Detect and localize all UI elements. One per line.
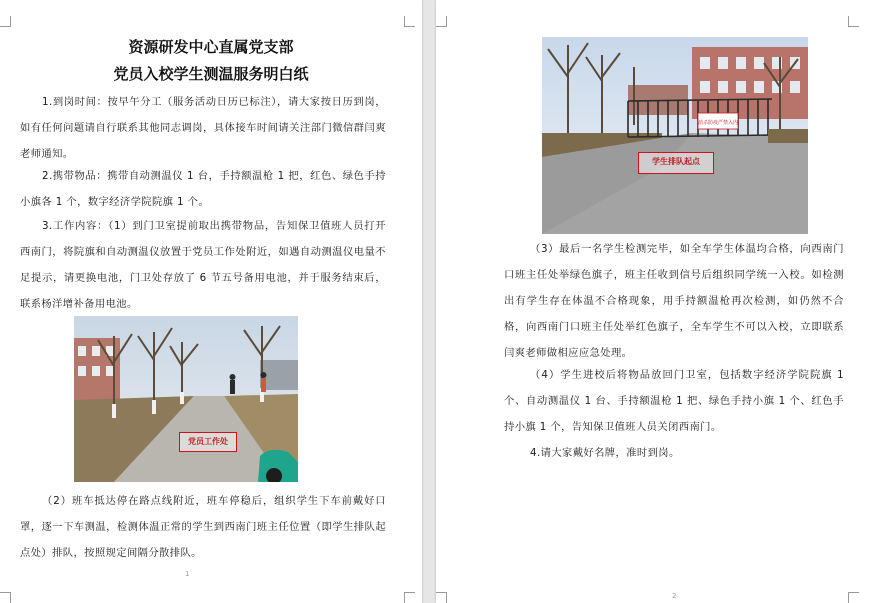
- paragraph-return-items: （4）学生进校后将物品放回门卫室，包括数字经济学院院旗 1 个、自动测温仪 1 台、手持额温枪 1 把、绿色手持小旗 1 个、红色手持小旗 1 个，告知保卫值班人员关闭西南门。: [504, 369, 844, 433]
- page-corner-mark: [0, 592, 11, 603]
- photo-student-queue-start: [542, 37, 808, 234]
- photo-campus-sidewalk: [74, 316, 298, 482]
- document-page-1: [0, 0, 422, 603]
- gate-sign-text: 消杀防疫严禁入内: [697, 120, 739, 126]
- page-corner-mark: [0, 16, 11, 27]
- photo-party-workstation: [74, 316, 298, 482]
- photo-campus-gate: [542, 37, 808, 234]
- paragraph-name-tag: 4.请大家戴好名牌，准时到岗。: [530, 447, 680, 459]
- document-title-line2: 党员入校学生测温服务明白纸: [113, 65, 309, 83]
- paragraph-temperature-result: （3）最后一名学生检测完毕，如全车学生体温均合格，向西南门口班主任处举绿色旗子，班主任收到信号后组织同学统一入校。如检测出有学生存在体温不合格现象，用手持额温枪再次检测，如仍然不合格，向西南门口班主任处举红色旗子，全车学生不可以入校，立即联系闫爽老师做相应应急处理。: [504, 243, 844, 359]
- page-corner-mark: [404, 592, 415, 603]
- paragraph-bus-arrival: （2）班车抵达停在路点线附近，班车停稳后，组织学生下车前戴好口罩，逐一下车测温，检测体温正常的学生到西南门班主任位置（即学生排队起点处）排队，按照规定间隔分散排队。: [20, 495, 386, 559]
- document-title-line1: 资源研发中心直属党支部: [128, 38, 294, 56]
- photo-label-party-workstation: 党员工作处: [179, 432, 237, 452]
- page-corner-mark: [848, 592, 859, 603]
- page-number-1: 1: [185, 570, 190, 578]
- page-corner-mark: [436, 592, 447, 603]
- photo-label-student-queue-start: 学生排队起点: [638, 152, 714, 174]
- document-page-2: [436, 0, 870, 603]
- page-corner-mark: [436, 16, 447, 27]
- page-corner-mark: [848, 16, 859, 27]
- page-number-2: 2: [672, 592, 677, 600]
- paragraph-arrival-time: 1.到岗时间：按早午分工（服务活动日历已标注），请大家按日历到岗，如有任何问题请自行联系其他同志调岗，具体接车时间请关注部门微信群闫爽老师通知。: [20, 96, 386, 160]
- paragraph-items: 2.携带物品：携带自动测温仪 1 台，手持额温枪 1 把，红色、绿色手持小旗各 1 个，数字经济学院院旗 1 个。: [20, 170, 386, 208]
- paragraph-work-content: 3.工作内容：（1）到门卫室提前取出携带物品，告知保卫值班人员打开西南门，将院旗和自动测温仪放置于党员工作处附近，如遇自动测温仪电量不足提示，请更换电池，门卫处存放了 6 节五号备用电池，并于服务结束后，联系杨洋增补备用电池。: [20, 220, 386, 310]
- page-corner-mark: [404, 16, 415, 27]
